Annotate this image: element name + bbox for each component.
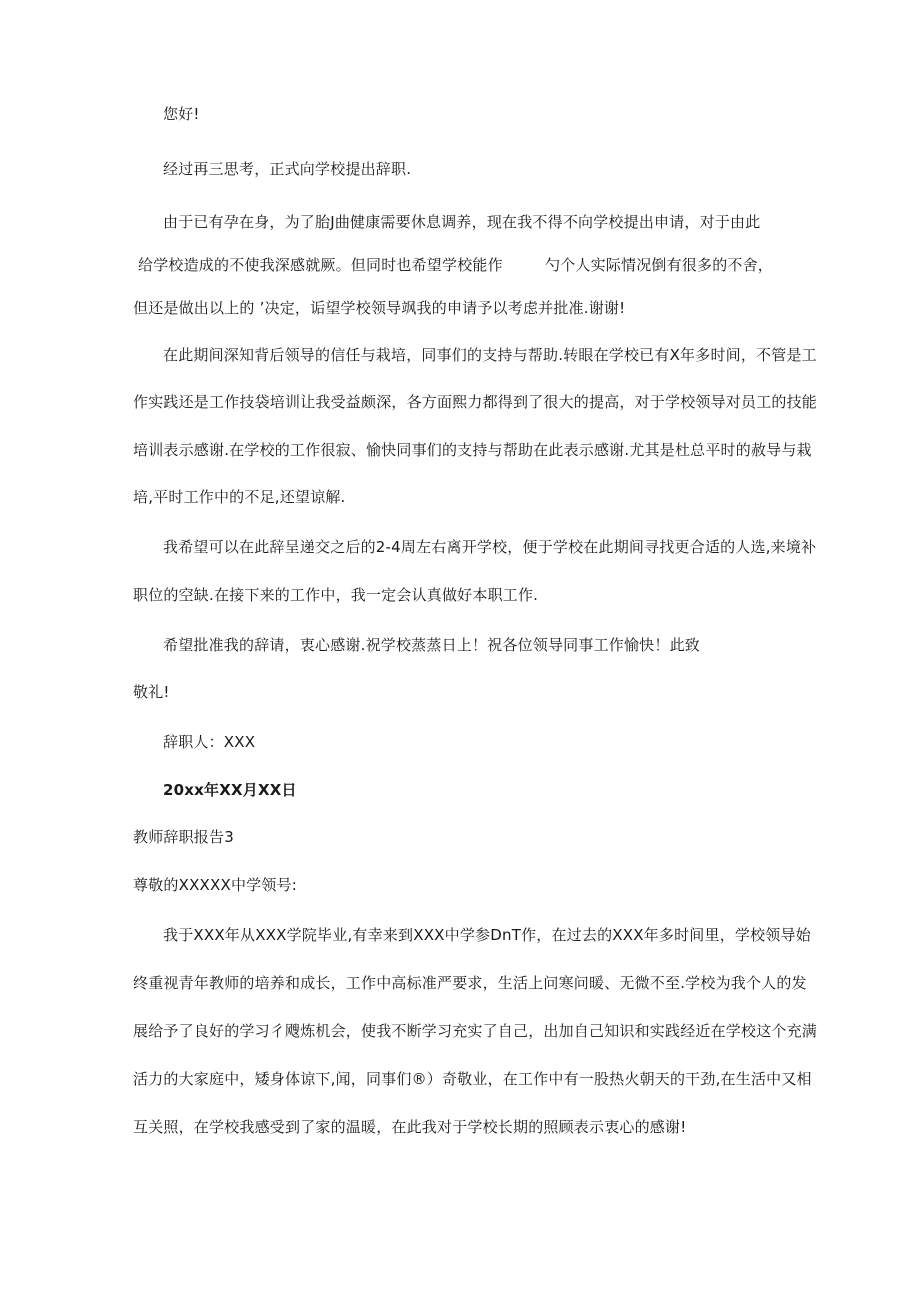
paragraph-thanks-line: 作实践还是工作技袋培训让我受益颇深，各方面熙力都得到了很大的提高，对于学校领导对员工的技能: [133, 393, 818, 411]
paragraph-departure-line: 职位的空缺.在接下来的工作中，我一定会认真做好本职工作.: [133, 586, 539, 604]
paragraph-thanks-line: 培,平时工作中的不足,还望谅解.: [133, 488, 346, 506]
section-title: 教师辞职报告3: [133, 828, 234, 846]
paragraph-departure-line: 我希望可以在此辞呈递交之后的2-4周左右离开学校，便于学校在此期间寻找更合适的人选,来境补: [163, 538, 817, 556]
section-paragraph-line: 互关照，在学校我感受到了家的温暖，在此我对于学校长期的照顾表示衷心的感谢!: [133, 1118, 687, 1136]
closing-salute: 敬礼!: [133, 683, 170, 701]
paragraph-intent: 经过再三思考，正式向学校提出辞职.: [163, 160, 412, 178]
section-paragraph-line: 展给予了良好的学习彳飕炼机会，使我不断学习充实了自己，出加自己知识和实践经近在学校这个充满: [133, 1022, 818, 1040]
paragraph-reason-line: 给学校造成的不使我深感就厥。但同时也希望学校能作: [138, 256, 503, 274]
section-paragraph-line: 活力的大家庭中，矮身体谅下,闻，同事们®）奇敬业，在工作中有一股热火朝天的干劲,在生活中又相: [133, 1070, 812, 1088]
paragraph-thanks-line: 培训表示感谢.在学校的工作很寂、愉快同事们的支持与帮助在此表示感谢.尤其是杜总平时的赦导与栽: [133, 441, 812, 459]
paragraph-reason-line: 但还是做出以上的 ’决定，诟望学校领导飒我的申请予以考虑并批准.谢谢!: [133, 299, 626, 317]
signer-name: 辞职人：XXX: [163, 733, 256, 751]
section-paragraph-line: 终重视青年教师的培养和成长，工作中高标准严要求，生活上问寒问暖、无微不至.学校为我个人的发: [133, 974, 807, 992]
section-paragraph-line: 我于XXX年从XXX学院毕业,有幸来到XXX中学参DnT作，在过去的XXX年多时间里，学校领导始: [163, 926, 811, 944]
paragraph-reason-line-fragment: 勺个人实际情况倒有很多的不舍，: [545, 256, 774, 274]
paragraph-wishes: 希望批准我的辞请，衷心感谢.祝学校蒸蒸日上！祝各位领导同事工作愉快！此致: [163, 636, 700, 654]
greeting: 您好!: [163, 105, 200, 123]
section-salutation: 尊敬的XXXXX中学领号:: [133, 876, 298, 894]
letter-date: 20xx年XX月XX日: [163, 781, 297, 799]
paragraph-reason-line: 由于已有孕在身，为了胎J曲健康需要休息调养，现在我不得不向学校提出申请，对于由此: [163, 213, 761, 231]
paragraph-thanks-line: 在此期间深知背后领导的信任与栽培，同事们的支持与帮助.转眼在学校已有X年多时间，不管是工: [163, 346, 817, 364]
